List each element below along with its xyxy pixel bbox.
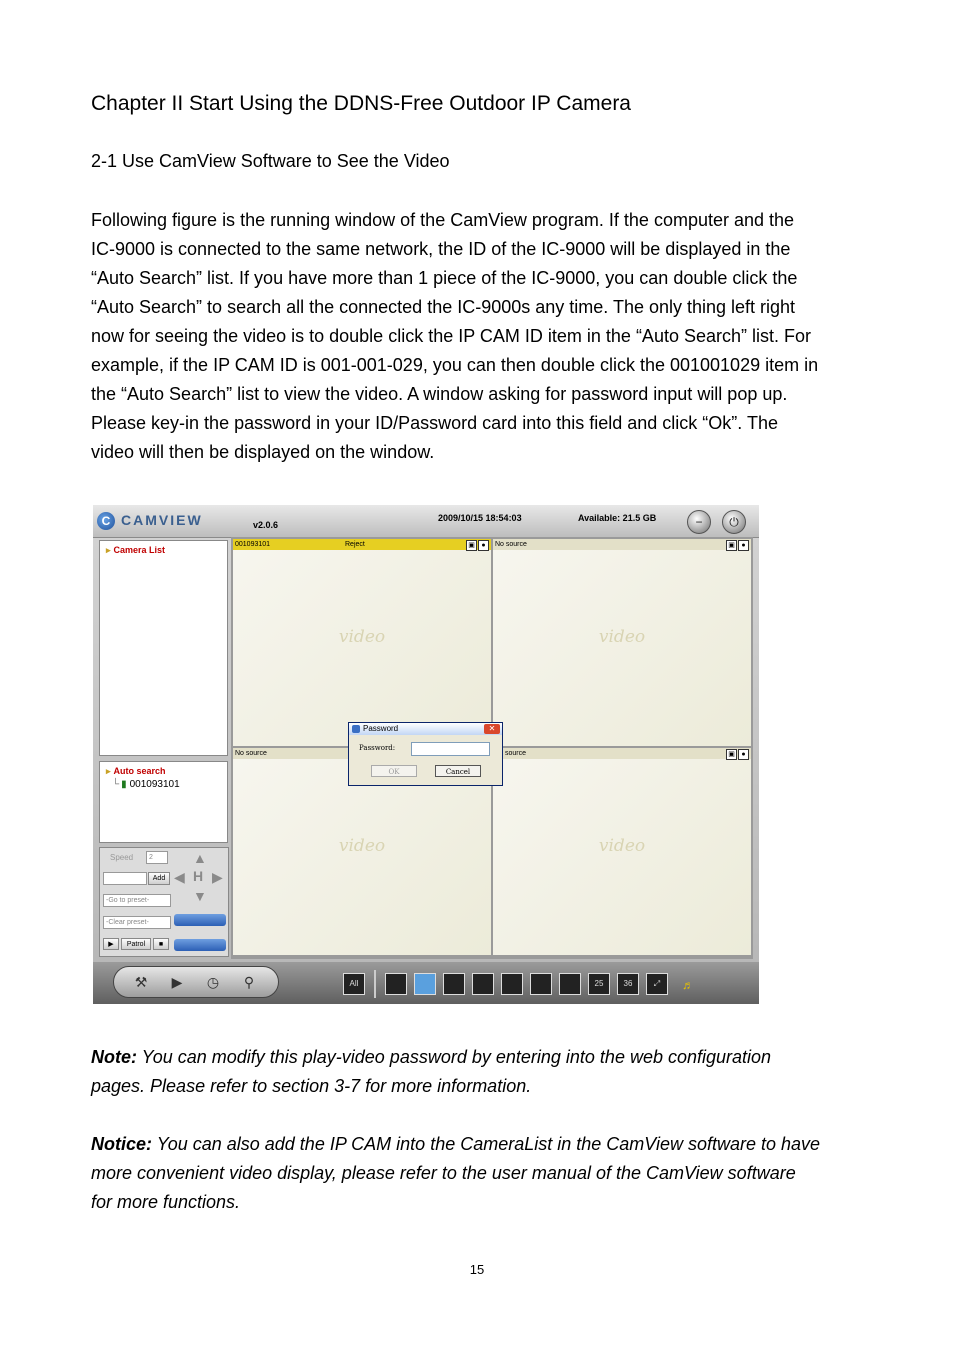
paragraph-line: Please key-in the password in your ID/Password card into this field and click “Ok”. The <box>91 413 778 433</box>
camera-icon: ▮ <box>121 779 127 790</box>
paragraph-line: the “Auto Search” list to view the video. A window asking for password input will pop up. <box>91 384 788 404</box>
dialog-app-icon <box>352 725 360 733</box>
speed-label: Speed <box>110 853 134 862</box>
snapshot-icon[interactable]: ▣ <box>466 540 477 551</box>
home-icon[interactable]: H <box>193 868 204 884</box>
video-watermark: video <box>598 627 646 647</box>
record-icon[interactable]: ● <box>738 540 749 551</box>
body-paragraph <box>91 206 871 467</box>
password-dialog <box>348 722 503 786</box>
folder-icon: ▸ <box>106 766 111 776</box>
dialog-titlebar <box>349 723 502 735</box>
arrow-left-icon[interactable]: ◀ <box>174 869 185 885</box>
patrol-button[interactable]: Patrol <box>121 938 151 950</box>
auto-search-panel[interactable] <box>99 761 228 843</box>
layout-8-button[interactable] <box>472 973 494 995</box>
layout-1-button[interactable] <box>385 973 407 995</box>
toolbar-separator <box>374 970 376 998</box>
arrow-up-icon[interactable]: ▲ <box>193 850 207 866</box>
layout-6-button[interactable] <box>443 973 465 995</box>
speed-select[interactable]: 2 <box>146 851 168 864</box>
video-watermark: video <box>598 836 646 856</box>
layout-4-button[interactable] <box>414 973 436 995</box>
paragraph-line: “Auto Search” to search all the connected the IC-9000s any time. The only thing left right <box>91 297 796 317</box>
auto-search-label: Auto search <box>113 766 166 776</box>
cancel-button[interactable]: Cancel <box>435 765 481 777</box>
close-icon[interactable]: ✕ <box>484 724 500 734</box>
camview-screenshot <box>93 505 759 1004</box>
app-version: v2.0.6 <box>253 520 279 530</box>
chapter-title: Chapter II Start Using the DDNS-Free Outdoor IP Camera <box>91 92 631 115</box>
tile-icons <box>465 540 489 551</box>
video-tile[interactable] <box>493 539 751 746</box>
preset-name-input[interactable] <box>103 872 147 885</box>
camera-list-title <box>106 545 165 556</box>
notice-text: more convenient video display, please refer to the user manual of the CamView software <box>91 1163 796 1183</box>
minimize-icon[interactable]: − <box>687 510 711 534</box>
power-icon[interactable]: ⏻ <box>722 510 746 534</box>
disk-available: Available: 21.5 GB <box>578 513 657 523</box>
record-icon[interactable]: ● <box>738 749 749 760</box>
fullscreen-icon[interactable]: ⤢ <box>646 973 668 995</box>
auto-search-title[interactable] <box>106 766 166 777</box>
app-bottom-toolbar <box>93 962 759 1004</box>
tile-camera-id: source <box>505 750 527 757</box>
note-text: You can modify this play-video password by entering into the web configuration <box>137 1047 772 1067</box>
tile-camera-id: No source <box>235 750 267 757</box>
page-number: 15 <box>469 1262 485 1277</box>
video-watermark: video <box>338 627 386 647</box>
snapshot-icon[interactable]: ▣ <box>726 749 737 760</box>
layout-16-button[interactable] <box>559 973 581 995</box>
notice-text: for more functions. <box>91 1192 241 1212</box>
video-tile[interactable] <box>233 539 491 746</box>
paragraph-line: Following figure is the running window of the CamView program. If the computer and the <box>91 210 795 230</box>
note-label: Note: <box>91 1047 137 1067</box>
camera-id: 001093101 <box>129 779 180 790</box>
arrow-down-icon[interactable]: ▼ <box>193 888 207 904</box>
app-titlebar <box>93 505 759 538</box>
goto-preset-select[interactable]: -Go to preset- <box>103 894 171 907</box>
settings-wrench-icon[interactable]: ⚒ <box>134 974 148 990</box>
stop-icon[interactable]: ■ <box>153 938 169 950</box>
app-datetime: 2009/10/15 18:54:03 <box>438 513 522 523</box>
notice-label: Notice: <box>91 1134 153 1154</box>
network-icon[interactable]: ⚲ <box>243 974 255 990</box>
paragraph-line: “Auto Search” list. If you have more than 1 piece of the IC-9000, you can double click the <box>91 268 798 288</box>
ptz-blue-button[interactable] <box>174 914 226 926</box>
folder-icon: ▸ <box>106 545 111 555</box>
snapshot-icon[interactable]: ▣ <box>726 540 737 551</box>
tile-header <box>493 539 751 550</box>
paragraph-line: IC-9000 is connected to the same network, the ID of the IC-9000 will be displayed in the <box>91 239 791 259</box>
camera-list-label: Camera List <box>113 545 166 555</box>
schedule-icon[interactable]: ◷ <box>206 974 220 990</box>
paragraph-line: example, if the IP CAM ID is 001-001-029, you can then double click the 001001029 item in <box>91 355 819 375</box>
app-logo-text: CAMVIEW <box>121 512 203 528</box>
paragraph-line: now for seeing the video is to double click the IP CAM ID item in the “Auto Search” list. For <box>91 326 811 346</box>
layout-25-button[interactable]: 25 <box>588 973 610 995</box>
tile-icons <box>725 749 749 760</box>
layout-9-button[interactable] <box>501 973 523 995</box>
password-input[interactable] <box>411 742 490 756</box>
video-watermark: video <box>338 836 386 856</box>
tile-header <box>493 748 751 759</box>
tool-pill <box>113 966 279 998</box>
ptz-control-panel <box>99 847 229 957</box>
layout-13-button[interactable] <box>530 973 552 995</box>
paragraph-line: video will then be displayed on the window. <box>91 442 435 462</box>
camera-list-panel[interactable] <box>99 540 228 756</box>
tile-camera-id: No source <box>495 541 527 548</box>
tile-status: Reject <box>345 541 365 548</box>
ptz-direction-pad[interactable] <box>174 850 226 904</box>
note-block <box>91 1043 881 1101</box>
tree-line-icon: └ <box>112 779 120 790</box>
note-text: pages. Please refer to section 3-7 for more information. <box>91 1076 532 1096</box>
tile-icons <box>725 540 749 551</box>
camview-logo-icon: C <box>97 512 115 530</box>
ptz-blue-button[interactable] <box>174 939 226 951</box>
video-tile[interactable] <box>493 748 751 955</box>
arrow-right-icon[interactable]: ▶ <box>212 869 223 885</box>
notice-text: You can also add the IP CAM into the CameraList in the CamView software to have <box>152 1134 821 1154</box>
record-icon[interactable]: ● <box>478 540 489 551</box>
clear-preset-select[interactable]: -Clear preset- <box>103 916 171 929</box>
notice-block <box>91 1130 881 1217</box>
auto-search-item[interactable] <box>112 779 180 790</box>
layout-36-button[interactable]: 36 <box>617 973 639 995</box>
ok-button[interactable]: OK <box>371 765 417 777</box>
playback-icon[interactable]: ▶ <box>171 974 183 990</box>
tile-camera-id: 001093101 <box>235 541 271 548</box>
section-title: 2-1 Use CamView Software to See the Video <box>91 151 450 171</box>
layout-all-button[interactable]: All <box>343 973 365 995</box>
dialog-title: Password <box>363 724 399 733</box>
add-preset-button[interactable]: Add <box>148 872 170 885</box>
password-label: Password: <box>359 744 396 752</box>
volume-icon[interactable]: ♬ <box>682 978 694 992</box>
play-icon[interactable]: ▶ <box>103 938 119 950</box>
